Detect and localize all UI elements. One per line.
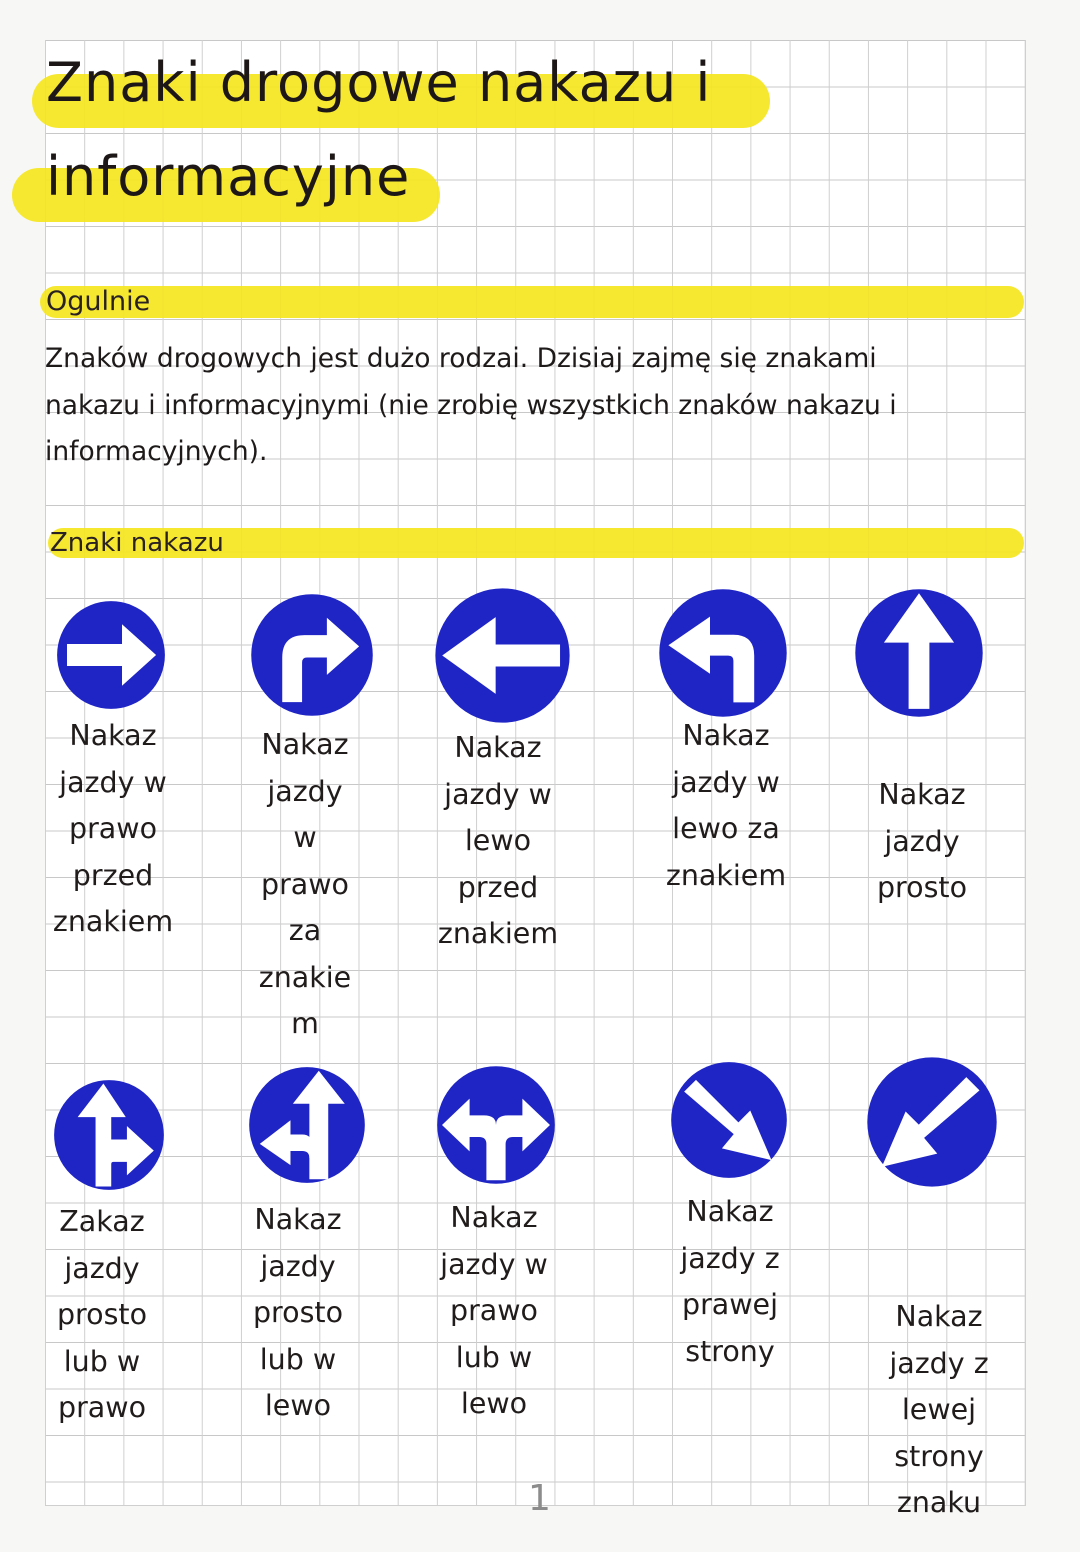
sign-label: Nakaz jazdy prosto [876,778,968,904]
section-heading-general: Ogulnie [46,286,151,317]
sign-label: Nakaz jazdy w prawo przed znakiem [52,719,174,938]
sign-label: Nakaz jazdy w prawo lub w lewo [440,1201,548,1420]
section-highlight-general [40,286,1024,318]
sign-label: Nakaz jazdy z prawej strony [680,1195,780,1368]
page-title-line-1: Znaki drogowe nakazu i [46,51,712,114]
sign-label: Zakaz jazdy prosto lub w prawo [56,1205,148,1424]
sign-label: Nakaz jazdy w lewo przed znakiem [437,731,559,950]
arrow-left-icon [434,587,571,724]
keep-right-icon [670,1061,788,1179]
paragraph-line: Znaków drogowych jest dużo rodzai. Dzisiaj zajmę się znakami [45,343,877,374]
straight-or-right-icon [53,1079,165,1191]
paragraph-line: nakazu i informacyjnymi (nie zrobię wszystkich znaków nakazu i [45,389,897,421]
arrow-right-icon [56,600,166,710]
page-number: 1 [528,1478,551,1519]
sign-label: Nakaz jazdy z lewej strony znaku [889,1300,989,1519]
right-or-left-icon [436,1065,556,1185]
turn-right-icon [250,593,374,717]
keep-left-icon [866,1056,998,1188]
page-title-line-2: informacyjne [46,145,411,208]
turn-left-icon [658,588,788,718]
general-paragraph [45,336,1025,476]
sign-label: Nakaz jazdy prosto lub w lewo [252,1203,344,1422]
arrow-up-icon [854,588,984,718]
sign-label: Nakaz jazdy w lewo za znakiem [665,719,787,892]
sign-label: Nakaz jazdy w prawo za znakie m [258,728,352,1040]
paragraph-line: informacyjnych). [45,436,268,467]
section-heading-mandatory: Znaki nakazu [50,528,224,558]
straight-or-left-icon [248,1066,366,1184]
